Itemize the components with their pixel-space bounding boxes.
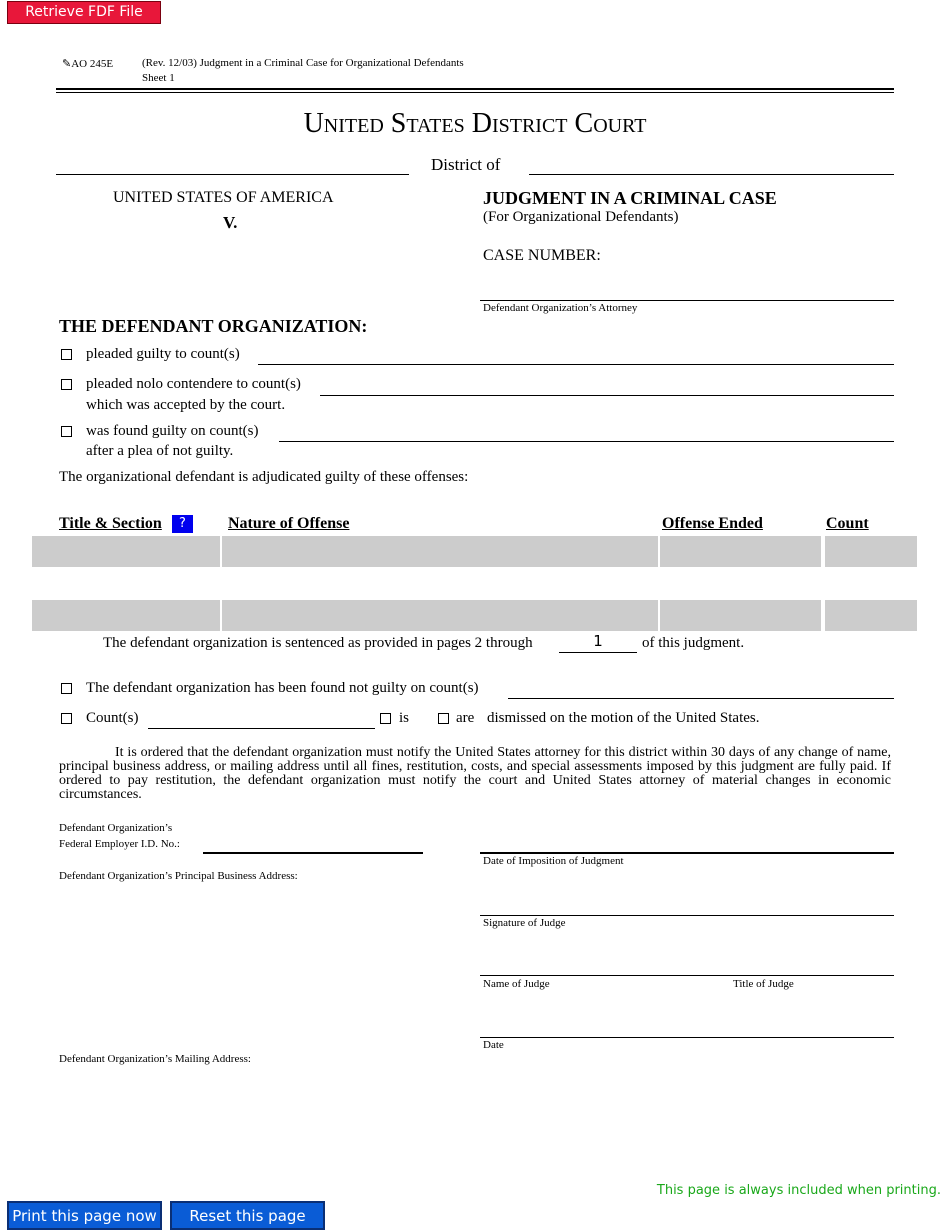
- not-guilty-checkbox[interactable]: [61, 683, 72, 694]
- found-guilty-label: was found guilty on count(s): [86, 423, 259, 439]
- date-label: Date: [483, 1039, 504, 1051]
- mailing-address-label: Defendant Organization’s Mailing Address:: [59, 1053, 251, 1065]
- case-number-field[interactable]: [614, 247, 894, 265]
- title-judge-label: Title of Judge: [733, 978, 794, 990]
- form-revision-title: (Rev. 12/03) Judgment in a Criminal Case for Organizational Defendants: [142, 57, 464, 69]
- judgment-title: JUDGMENT IN A CRIMINAL CASE: [483, 188, 777, 208]
- sentence-pages-text: The defendant organization is sentenced as provided in pages 2 through: [103, 635, 533, 651]
- adjudicated-text: The organizational defendant is adjudicated guilty of these offenses:: [59, 469, 469, 485]
- signature-judge-label: Signature of Judge: [483, 917, 566, 929]
- after-plea-label: after a plea of not guilty.: [86, 443, 234, 459]
- case-number-label: CASE NUMBER:: [483, 247, 601, 264]
- form-sheet: Sheet 1: [142, 72, 175, 84]
- pages-through-field[interactable]: 1: [593, 632, 603, 650]
- principal-address-label: Defendant Organization’s Principal Business Address:: [59, 870, 298, 882]
- footer-note: This page is always included when printing.: [656, 1183, 941, 1198]
- table-row: [32, 568, 917, 599]
- is-label: is: [399, 710, 410, 726]
- table-row: [32, 600, 917, 631]
- date-imposition-label: Date of Imposition of Judgment: [483, 855, 624, 867]
- court-title: United States District Court: [303, 108, 647, 139]
- column-nature-offense: Nature of Offense: [228, 515, 350, 532]
- nolo-accepted-label: which was accepted by the court.: [86, 397, 286, 413]
- judgment-subtitle: (For Organizational Defendants): [483, 209, 679, 225]
- pleaded-nolo-checkbox[interactable]: [61, 379, 72, 390]
- pleaded-guilty-checkbox[interactable]: [61, 349, 72, 360]
- counts-checkbox[interactable]: [61, 713, 72, 724]
- column-offense-ended: Offense Ended: [662, 515, 763, 532]
- fein-label-line1: Defendant Organization’s: [59, 822, 173, 834]
- table-row: [32, 536, 917, 567]
- pencil-icon: ✎: [62, 58, 72, 70]
- offense-ended-field[interactable]: [660, 568, 821, 599]
- print-page-button[interactable]: Print this page now: [7, 1201, 162, 1230]
- order-paragraph: It is ordered that the defendant organization must notify the United States attorney for this district within 30 days of any change of name, principal business address, or mailing address until all fines, restitution, costs, and special assessments imposed by this judgment are fully paid. If ordered to pay restitution, the defendant organization must notify the court and United States attorney of material changes in economic circumstances.: [59, 745, 891, 802]
- pleaded-nolo-label: pleaded nolo contendere to count(s): [86, 376, 301, 392]
- column-title-section: Title & Section: [59, 515, 162, 532]
- not-guilty-label: The defendant organization has been found not guilty on count(s): [86, 680, 479, 696]
- are-checkbox[interactable]: [438, 713, 449, 724]
- offense-ended-field[interactable]: [660, 600, 821, 631]
- are-label: are: [456, 710, 475, 726]
- defendant-heading: THE DEFENDANT ORGANIZATION:: [59, 316, 368, 336]
- title-section-field[interactable]: [32, 600, 220, 631]
- reset-page-button[interactable]: Reset this page: [170, 1201, 325, 1230]
- count-field[interactable]: [825, 568, 917, 599]
- mailing-address-field[interactable]: [59, 1070, 439, 1180]
- count-field[interactable]: [825, 600, 917, 631]
- found-guilty-checkbox[interactable]: [61, 426, 72, 437]
- nature-offense-field[interactable]: [222, 536, 658, 567]
- is-checkbox[interactable]: [380, 713, 391, 724]
- form-number: ✎AO 245E: [62, 58, 114, 70]
- offense-ended-field[interactable]: [660, 536, 821, 567]
- retrieve-fdf-button[interactable]: Retrieve FDF File: [7, 1, 161, 24]
- nature-offense-field[interactable]: [222, 568, 658, 599]
- title-section-field[interactable]: [32, 568, 220, 599]
- counts-label: Count(s): [86, 710, 139, 726]
- district-of-label: District of: [431, 155, 501, 174]
- title-section-field[interactable]: [32, 536, 220, 567]
- fein-input[interactable]: [203, 836, 423, 851]
- sentence-pages-suffix: of this judgment.: [642, 635, 745, 651]
- pleaded-guilty-label: pleaded guilty to count(s): [86, 346, 240, 362]
- help-button[interactable]: ?: [172, 515, 193, 533]
- nature-offense-field[interactable]: [222, 600, 658, 631]
- name-judge-label: Name of Judge: [483, 978, 550, 990]
- plaintiff-name: UNITED STATES OF AMERICA: [113, 189, 334, 206]
- fein-label-line2: Federal Employer I.D. No.:: [59, 838, 180, 850]
- district-field[interactable]: [529, 155, 894, 173]
- column-count: Count: [826, 515, 869, 532]
- count-field[interactable]: [825, 536, 917, 567]
- versus-label: V.: [223, 213, 238, 232]
- attorney-label: Defendant Organization’s Attorney: [483, 302, 638, 314]
- principal-address-field[interactable]: [59, 888, 439, 1038]
- dismissed-text: dismissed on the motion of the United States.: [487, 710, 760, 726]
